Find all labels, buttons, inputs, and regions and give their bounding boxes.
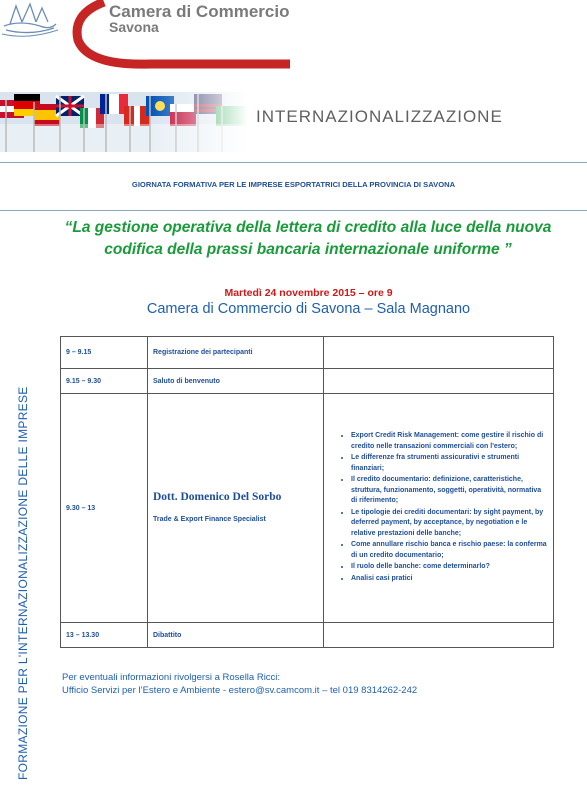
banner-title: INTERNAZIONALIZZAZIONE	[256, 107, 503, 126]
side-text-label: FORMAZIONE PER L'INTERNAZIONALIZZAZIONE DELLE IMPRESE	[16, 386, 30, 780]
details-cell	[324, 337, 554, 369]
list-item: • Il ruolo delle banche: come determinarlo?	[351, 562, 548, 573]
table-row	[61, 369, 554, 394]
logo-line1: Camera di Commercio	[109, 2, 290, 21]
course-title: “La gestione operativa della lettera di credito alla luce della nuova codifica della prassi bancaria internazionale uniforme ”	[64, 219, 552, 258]
list-item: • Come annullare rischio banca e rischio paese: la conferma di un credito documentario;	[351, 540, 548, 561]
event-date: Martedì 24 novembre 2015 – ore 9	[224, 287, 393, 299]
speaker-cell	[148, 394, 324, 623]
list-item: • Export Credit Risk Management: come gestire il rischio di credito nelle transazioni commerciali con l'estero;	[351, 431, 548, 452]
topics-list	[329, 431, 548, 584]
contact-details: Ufficio Servizi per l’Estero e Ambiente - estero@sv.camcom.it – tel 019 8314262-242	[62, 685, 418, 696]
table-row	[61, 623, 554, 648]
list-item: • Analisi casi pratici	[351, 574, 548, 585]
details-cell	[324, 623, 554, 648]
activity-cell: Dibattito	[148, 623, 324, 648]
speaker-name: Dott. Domenico Del Sorbo	[153, 491, 282, 503]
side-vertical-text	[16, 300, 36, 780]
list-item: • Le differenze fra strumenti assicurativi e strumenti finanziari;	[351, 453, 548, 474]
list-item: • Le tipologie dei crediti documentari: by sight payment, by deferred payment, by acceptance, by negotiation e le relative prestazioni delle banche;	[351, 508, 548, 540]
contact-info: Per eventuali informazioni rivolgersi a Rosella Ricci:	[62, 672, 281, 683]
divider-bottom	[0, 210, 587, 211]
event-subtitle: GIORNATA FORMATIVA PER LE IMPRESE ESPORTATRICI DELLA PROVINCIA DI SAVONA	[131, 180, 456, 189]
table-row	[61, 394, 554, 623]
divider-top	[0, 162, 587, 163]
topics-cell	[324, 394, 554, 623]
agenda-table	[60, 336, 554, 648]
activity-cell: Registrazione dei partecipanti	[148, 337, 324, 369]
flags-banner-image	[0, 92, 248, 152]
details-cell	[324, 369, 554, 394]
event-venue: Camera di Commercio di Savona – Sala Magnano	[146, 301, 471, 317]
speaker-role: Trade & Export Finance Specialist	[153, 516, 266, 523]
activity-cell: Saluto di benvenuto	[148, 369, 324, 394]
time-cell: 9 – 9.15	[61, 337, 148, 369]
time-cell: 9.30 – 13	[61, 394, 148, 623]
list-item: • Il credito documentario: definizione, caratteristiche, struttura, funzionamento, soggetti, operatività, normativa di riferimento;	[351, 475, 548, 507]
time-cell: 13 – 13.30	[61, 623, 148, 648]
time-cell: 9.15 – 9.30	[61, 369, 148, 394]
chamber-logo	[0, 0, 290, 70]
table-row	[61, 337, 554, 369]
logo-line2: Savona	[109, 19, 159, 35]
